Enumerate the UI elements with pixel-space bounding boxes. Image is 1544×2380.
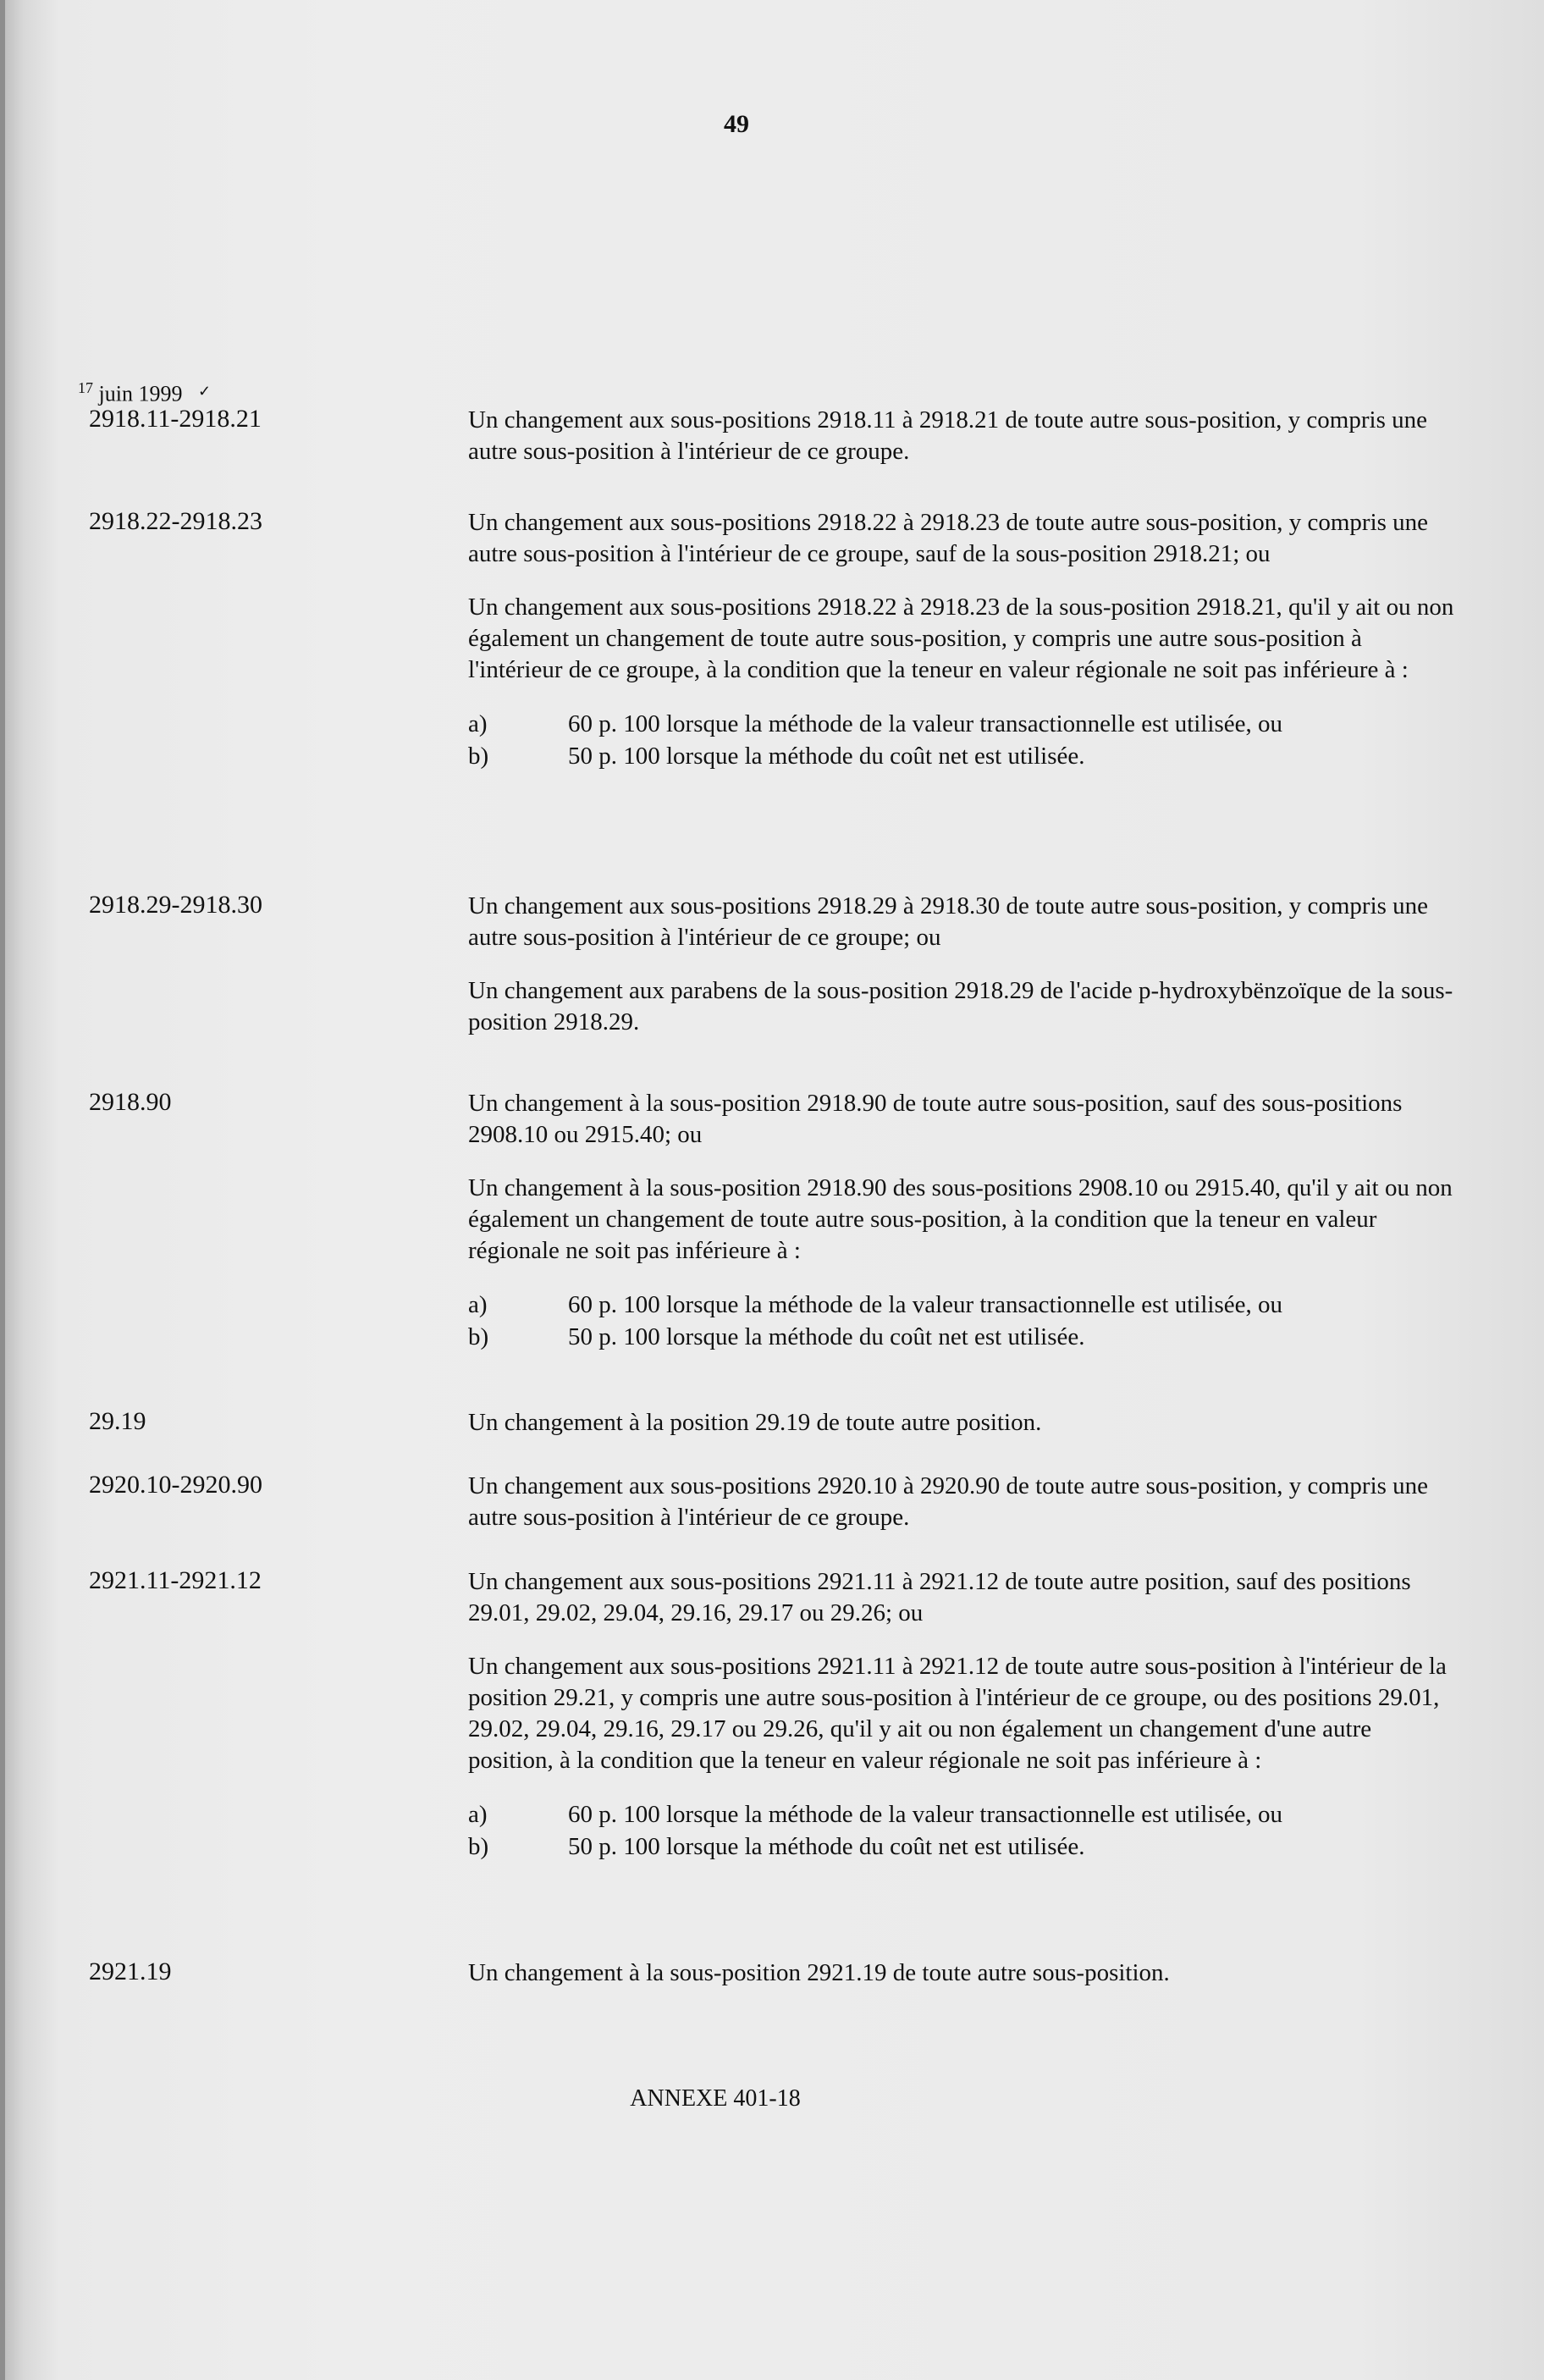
page-number: 49 (724, 110, 749, 138)
rule-description (468, 1471, 1454, 1533)
document-date (78, 379, 211, 407)
condition-item (468, 740, 1454, 772)
tariff-code: 2921.11-2921.12 (89, 1566, 262, 1594)
tariff-code: 2918.11-2918.21 (89, 405, 262, 433)
condition-item (468, 708, 1454, 740)
rule-description (468, 891, 1454, 1038)
condition-item (468, 1831, 1454, 1863)
condition-letter: a) (468, 710, 488, 737)
rule-text: Un changement aux sous-positions 2918.29 à 2918.30 de toute autre sous-position, y compris une autre sous-position à l'intérieur de ce groupe; ou (468, 892, 1429, 951)
rule-description (468, 1407, 1454, 1438)
condition-list (468, 708, 1454, 772)
condition-letter: b) (468, 1323, 489, 1350)
date-month-year: juin 1999 (98, 381, 183, 406)
rule-description (468, 1958, 1454, 1989)
condition-item (468, 1289, 1454, 1321)
rule-alternative-text: Un changement aux sous-positions 2921.11 à 2921.12 de toute autre sous-position à l'intérieur de la position 29.21, y compris une autre sous-position à l'intérieur de ce groupe, ou des positions 29.01, 29.02, 29.04, 29.16, 29.17 ou 29.26, qu'il y ait ou non également un changement d'une autre position, à la condition que la teneur en valeur régionale ne soit pas inférieure à : (468, 1653, 1447, 1774)
tariff-code: 2921.19 (89, 1958, 172, 1985)
condition-letter: b) (468, 743, 489, 770)
rule-alternative-text: Un changement aux parabens de la sous-position 2918.29 de l'acide p-hydroxybënzoïque de la sous-position 2918.29. (468, 977, 1453, 1035)
condition-letter: a) (468, 1291, 488, 1318)
condition-item (468, 1798, 1454, 1831)
rule-text: Un changement aux sous-positions 2921.11 à 2921.12 de toute autre position, sauf des positions 29.01, 29.02, 29.04, 29.16, 29.17 ou 29.26; ou (468, 1568, 1411, 1626)
tariff-code: 2918.90 (89, 1088, 172, 1116)
rule-description (468, 1566, 1454, 1863)
tariff-code: 2918.29-2918.30 (89, 891, 262, 919)
rule-text: Un changement à la sous-position 2921.19 de toute autre sous-position. (468, 1959, 1170, 1986)
annex-footer: ANNEXE 401-18 (630, 2085, 801, 2112)
condition-list (468, 1798, 1454, 1863)
condition-list (468, 1289, 1454, 1353)
rule-text: Un changement à la position 29.19 de toute autre position. (468, 1409, 1042, 1436)
tariff-code: 2920.10-2920.90 (89, 1471, 262, 1499)
condition-text: 60 p. 100 lorsque la méthode de la valeur transactionnelle est utilisée, ou (568, 710, 1282, 737)
rule-text: Un changement aux sous-positions 2918.11 à 2918.21 de toute autre sous-position, y compris une autre sous-position à l'intérieur de ce groupe. (468, 406, 1427, 465)
page-edge-shadow (0, 0, 5, 2380)
tariff-code: 2918.22-2918.23 (89, 507, 262, 535)
rule-text: Un changement à la sous-position 2918.90 de toute autre sous-position, sauf des sous-positions 2908.10 ou 2915.40; ou (468, 1090, 1403, 1148)
condition-letter: b) (468, 1833, 489, 1860)
condition-text: 50 p. 100 lorsque la méthode du coût net est utilisée. (568, 1323, 1085, 1350)
condition-item (468, 1321, 1454, 1353)
rule-description (468, 1088, 1454, 1353)
rule-alternative-text: Un changement aux sous-positions 2918.22 à 2918.23 de la sous-position 2918.21, qu'il y ait ou non également un changement de toute autre sous-position, y compris une autre sous-position à l'intérieur de ce groupe, à la condition que la teneur en valeur régionale ne soit pas inférieure à : (468, 594, 1454, 683)
rule-text: Un changement aux sous-positions 2918.22 à 2918.23 de toute autre sous-position, y compris une autre sous-position à l'intérieur de ce groupe, sauf de la sous-position 2918.21; ou (468, 509, 1429, 567)
rule-description (468, 507, 1454, 772)
condition-text: 50 p. 100 lorsque la méthode du coût net est utilisée. (568, 1833, 1085, 1860)
condition-letter: a) (468, 1801, 488, 1828)
tariff-code: 29.19 (89, 1407, 146, 1435)
rule-alternative-text: Un changement à la sous-position 2918.90 des sous-positions 2908.10 ou 2915.40, qu'il y ait ou non également un changement de toute autre sous-position, à la condition que la teneur en valeur régionale ne soit pas inférieure à : (468, 1174, 1453, 1264)
rule-description (468, 405, 1454, 467)
rule-text: Un changement aux sous-positions 2920.10 à 2920.90 de toute autre sous-position, y compris une autre sous-position à l'intérieur de ce groupe. (468, 1472, 1429, 1531)
date-day: 17 (78, 379, 93, 396)
condition-text: 60 p. 100 lorsque la méthode de la valeur transactionnelle est utilisée, ou (568, 1801, 1282, 1828)
condition-text: 50 p. 100 lorsque la méthode du coût net est utilisée. (568, 743, 1085, 770)
handwritten-tick-icon: ✓ (197, 382, 212, 400)
condition-text: 60 p. 100 lorsque la méthode de la valeur transactionnelle est utilisée, ou (568, 1291, 1282, 1318)
